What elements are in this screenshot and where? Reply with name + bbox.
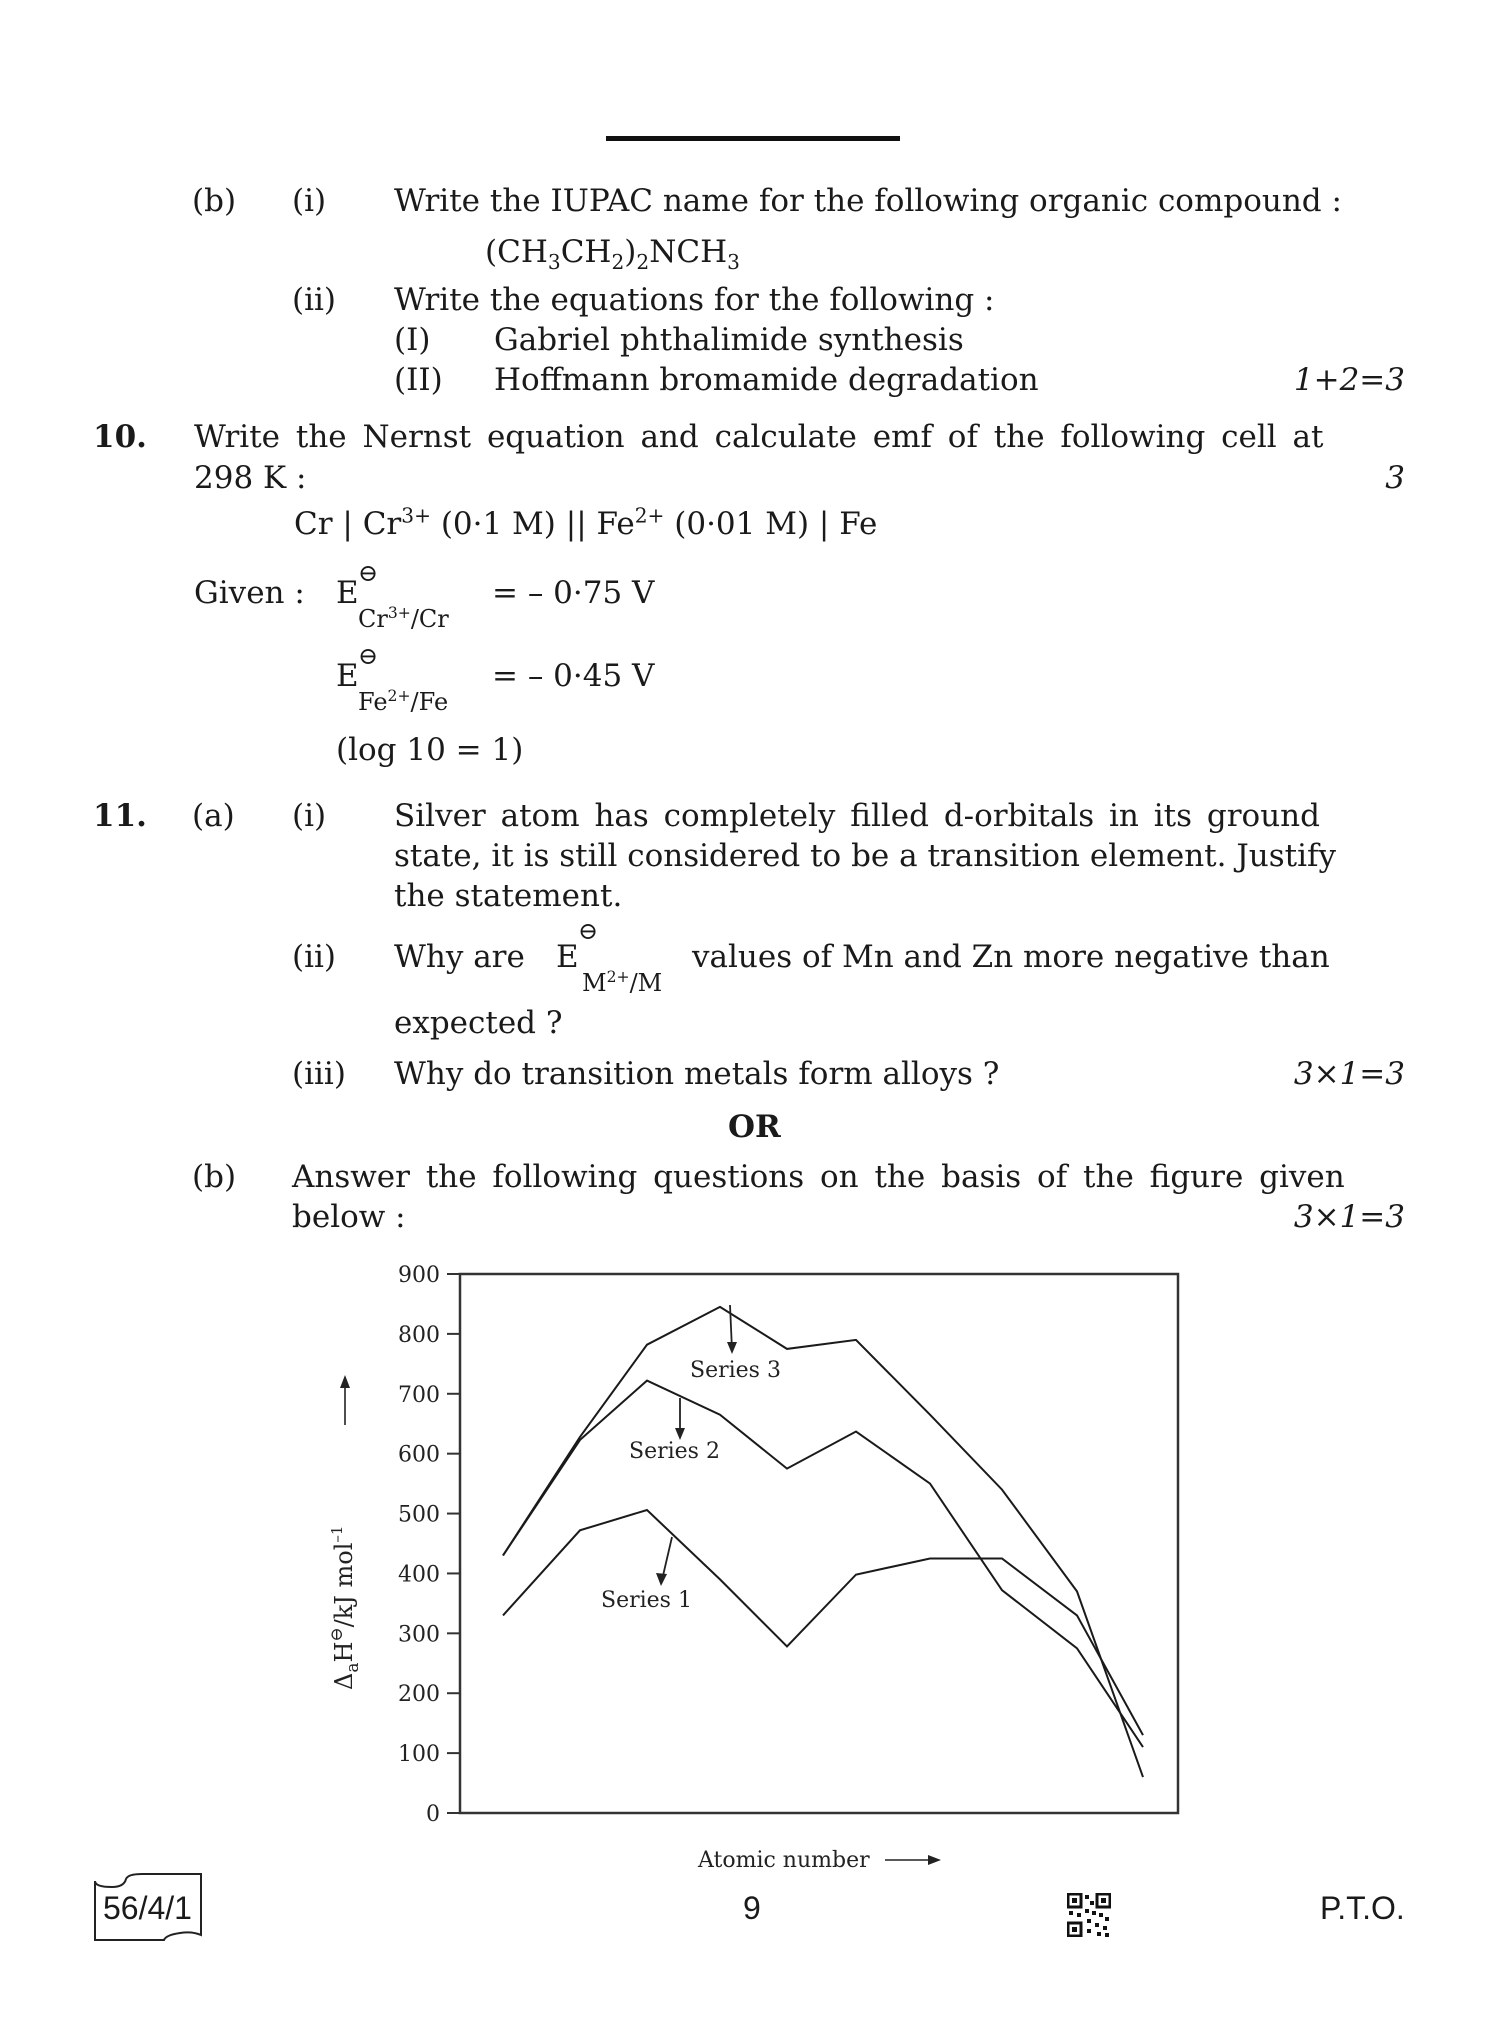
y-axis-label (327, 1526, 363, 1690)
y-tick-label: 300 (398, 1622, 440, 1648)
y-tick-label: 800 (398, 1322, 440, 1348)
q10-number: 10. (93, 419, 147, 455)
svg-text:Series 1: Series 1 (601, 1588, 692, 1613)
q11-number: 11. (93, 798, 147, 834)
q9b-ii-label: (ii) (292, 282, 337, 318)
pto-label: P.T.O. (1320, 1890, 1405, 1926)
q11-iii-text: Why do transition metals form alloys ? (394, 1056, 1000, 1092)
q11-iii-label: (iii) (292, 1056, 346, 1092)
series-1-line (503, 1510, 1143, 1735)
q10-line2: 298 K : (194, 460, 307, 496)
q9b-i-text: Write the IUPAC name for the following organic compound : (394, 183, 1342, 219)
q10-marks: 3 (1385, 460, 1405, 496)
svg-text:Series 3: Series 3 (690, 1358, 781, 1383)
y-tick-label: 600 (398, 1442, 440, 1468)
y-tick-label: 400 (398, 1562, 440, 1588)
y-tick-label: 200 (398, 1682, 440, 1708)
e-fe-value: = – 0·45 V (492, 658, 655, 694)
q11-a-label: (a) (192, 798, 235, 834)
top-rule (606, 136, 900, 141)
q9b-i-label: (i) (292, 183, 327, 219)
paper-code: 56/4/1 (103, 1890, 192, 1926)
series-lines (503, 1307, 1143, 1777)
y-tick-label: 100 (398, 1742, 440, 1768)
y-tick-label: 700 (398, 1382, 440, 1408)
y-tick-label: 0 (426, 1802, 440, 1827)
y-tick-label: 500 (398, 1502, 440, 1528)
q11-i-line1: Silver atom has completely filled d-orbitals in its ground (394, 798, 1320, 834)
series-2-line (503, 1381, 1143, 1748)
given-label: Given : (194, 575, 305, 611)
q11-b-line1: Answer the following questions on the basis of the figure given (292, 1159, 1345, 1195)
x-axis-label: Atomic number (698, 1848, 870, 1873)
svg-text:Series 2: Series 2 (629, 1439, 720, 1464)
e-cr-value: = – 0·75 V (492, 575, 655, 611)
q9b-ii-text: Write the equations for the following : (394, 282, 995, 318)
y-tick-label: 900 (398, 1263, 440, 1288)
q11-a-marks: 3×1=3 (1293, 1056, 1405, 1092)
q10-line1: Write the Nernst equation and calculate emf of the following cell at (194, 419, 1324, 455)
svg-text:ΔaH⊖/kJ mol–1: $\Delta_aH^⊖/kJ$ mol$^{-1}$ (327, 1525, 363, 1690)
q9b-II-text: Hoffmann bromamide degradation (494, 362, 1039, 398)
q9b-part-label: (b) (192, 183, 237, 219)
q11-i-line2: state, it is still considered to be a transition element. Justify (394, 838, 1336, 874)
log-note: (log 10 = 1) (336, 732, 524, 768)
e-standard-fe: E ⊖ $Fe^{2+}/Fe$ (336, 642, 449, 716)
q11-i-label: (i) (292, 798, 327, 834)
q11-b-label: (b) (192, 1159, 237, 1195)
cell-notation: Cr | $Cr^{3+}$ (0·1 M) || $Fe^{2+}$ (0·01 M) | Fe (294, 503, 878, 542)
q9b-marks: 1+2=3 (1293, 362, 1405, 398)
atomisation-enthalpy-chart (300, 1250, 1200, 1890)
or-divider: OR (728, 1109, 781, 1145)
e-standard-m: E ⊖ $M^{2+}/M$ (556, 917, 663, 997)
compound-formula: $(CH_3CH_2)_2NCH_3$ (485, 234, 740, 275)
e-standard-cr: E ⊖ $Cr^{3+}/Cr$ (336, 559, 449, 633)
q11-ii-pre: Why are (394, 939, 525, 975)
page-number: 9 (743, 1890, 761, 1926)
q11-ii-post: values of Mn and Zn more negative than (692, 939, 1330, 975)
x-axis-arrow-icon (885, 1855, 941, 1865)
q11-ii-label: (ii) (292, 939, 337, 975)
q11-i-line3: the statement. (394, 878, 623, 914)
q9b-II-label: (II) (394, 362, 443, 398)
q9b-I-text: Gabriel phthalimide synthesis (494, 322, 964, 358)
series-3-line (503, 1307, 1143, 1777)
q11-b-line2: below : (292, 1199, 406, 1235)
q9b-I-label: (I) (394, 322, 431, 358)
qr-code-icon (1067, 1893, 1111, 1937)
q11-ii-line2: expected ? (394, 1005, 563, 1041)
series-1-annotation (601, 1537, 692, 1613)
y-axis-arrow-icon (340, 1375, 350, 1425)
y-axis (398, 1263, 460, 1827)
q11-b-marks: 3×1=3 (1293, 1199, 1405, 1235)
